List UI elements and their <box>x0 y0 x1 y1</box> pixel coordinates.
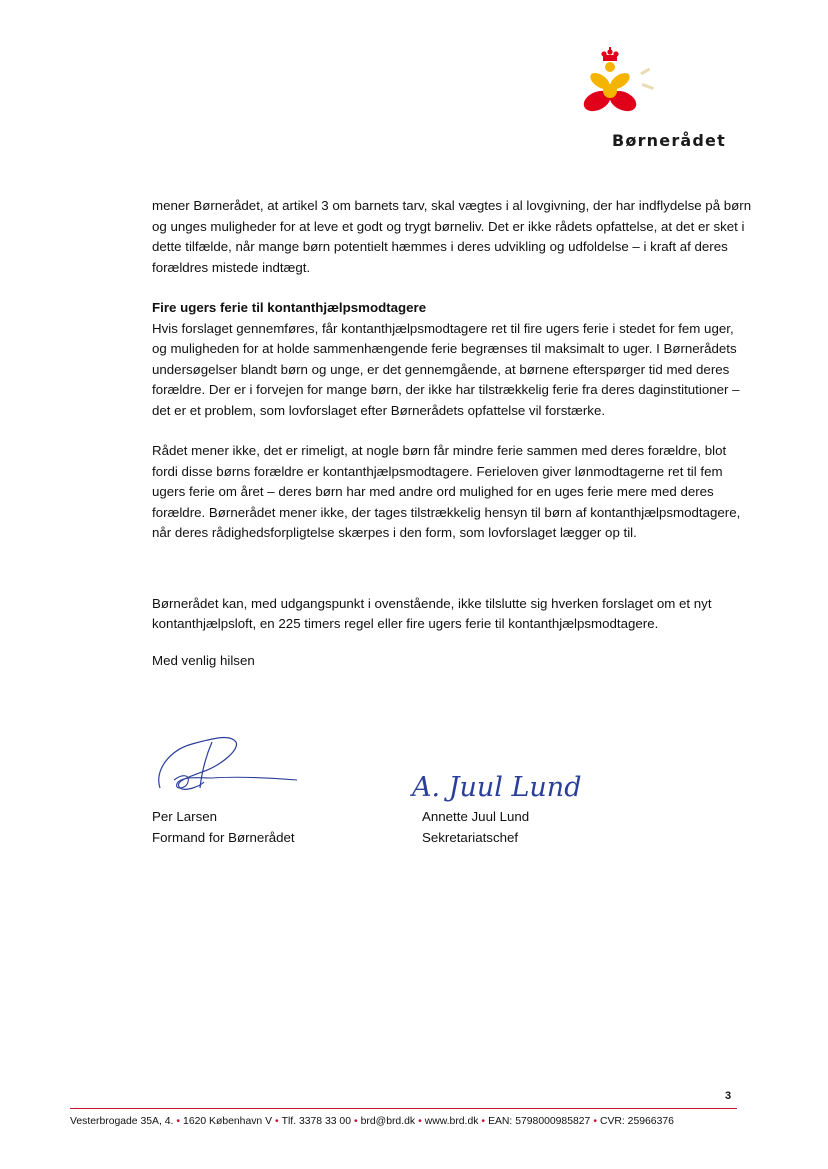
crown-icon <box>601 47 618 61</box>
signer-name: Per Larsen <box>152 809 218 824</box>
handwritten-signature-text: A. Juul Lund <box>412 772 582 803</box>
footer-email-link[interactable]: brd@brd.dk <box>360 1116 416 1127</box>
paragraph-ferie: Hvis forslaget gennemføres, får kontanthjælpsmodtagere ret til fire ugers ferie i stedet for fem uger, og muligheden for at holde sammenhængende ferie begrænses til maksimalt to uger. I Børnerådets undersøgelser blandt børn og unge, er det gennemgående, at børnene efterspørger tid med deres forældre. Der er i forvejen for mange børn, der ikke har tilstrækkelig ferie fra deres daginstitutioner – det er et problem, som lovforslaget efter Børnerådets opfattelse vil forstærke. <box>152 320 740 418</box>
footer-website-link[interactable]: www.brd.dk <box>424 1116 479 1127</box>
signature-per-larsen <box>152 730 312 800</box>
footer-address: Vesterbrogade 35A, 4. <box>70 1116 174 1127</box>
footer-separator: • <box>481 1116 486 1127</box>
footer-separator: • <box>176 1116 181 1127</box>
section-heading: Fire ugers ferie til kontanthjælpsmodtagere <box>152 300 427 315</box>
signer-annette-juul-lund <box>422 807 529 848</box>
signer-title: Sekretariatschef <box>422 829 519 845</box>
paragraph-conclusion: Børnerådet kan, med udgangspunkt i ovenstående, ikke tilslutte sig hverken forslaget om et nyt kontanthjælpsloft, en 225 timers regel eller fire ugers ferie til kontanthjælpsmodtagere. <box>152 595 712 631</box>
signature-annette-juul-lund <box>410 762 610 807</box>
footer-contact-line <box>70 1116 737 1127</box>
borneradet-logo <box>580 45 750 155</box>
paragraph-barnets-tarv: mener Børnerådet, at artikel 3 om barnets tarv, skal vægtes i al lovgivning, der har indflydelse på børn og unges muligheder for at leve et godt og trygt børneliv. Det er ikke rådets opfattelse, at det er sket i dette tilfælde, når mange børn potentielt hæmmes i deres udvikling og udfoldelse – i kraft af deres forældres mistede indtægt. <box>152 198 752 275</box>
footer-city: 1620 København V <box>183 1116 273 1127</box>
footer-ean: EAN: 5798000985827 <box>488 1116 591 1127</box>
footer-divider <box>70 1108 737 1109</box>
footer-cvr: CVR: 25966376 <box>599 1116 674 1127</box>
footer-separator: • <box>418 1116 422 1127</box>
footer-phone: Tlf. 3378 33 00 <box>281 1116 351 1127</box>
signer-title: Formand for Børnerådet <box>152 829 295 845</box>
signer-per-larsen <box>152 807 295 848</box>
paragraph-radet-mener: Rådet mener ikke, det er rimeligt, at nogle børn får mindre ferie sammen med deres forældre, blot fordi disse børns forældre er kontanthjælpsmodtagere. Ferieloven giver lønmodtagerne ret til fem ugers ferie om året – deres børn har med andre ord mulighed for en uges ferie mere med deres forældre. Børnerådet mener ikke, der tages tilstrækkelig hensyn til børn af kontanthjælpsmodtagere, når deres rådighedsforpligtelse skærpes i den form, som lovforslaget lægger op til. <box>152 443 741 540</box>
closing-greeting: Med venlig hilsen <box>152 652 255 668</box>
brand-name: Børnerådet <box>612 131 726 150</box>
footer-separator: • <box>353 1116 358 1127</box>
page-number: 3 <box>725 1090 732 1102</box>
borneradet-emblem-icon <box>580 45 660 125</box>
footer-separator: • <box>275 1116 279 1127</box>
signer-name: Annette Juul Lund <box>422 809 530 824</box>
letter-body <box>152 196 752 671</box>
footer-separator: • <box>593 1116 597 1127</box>
